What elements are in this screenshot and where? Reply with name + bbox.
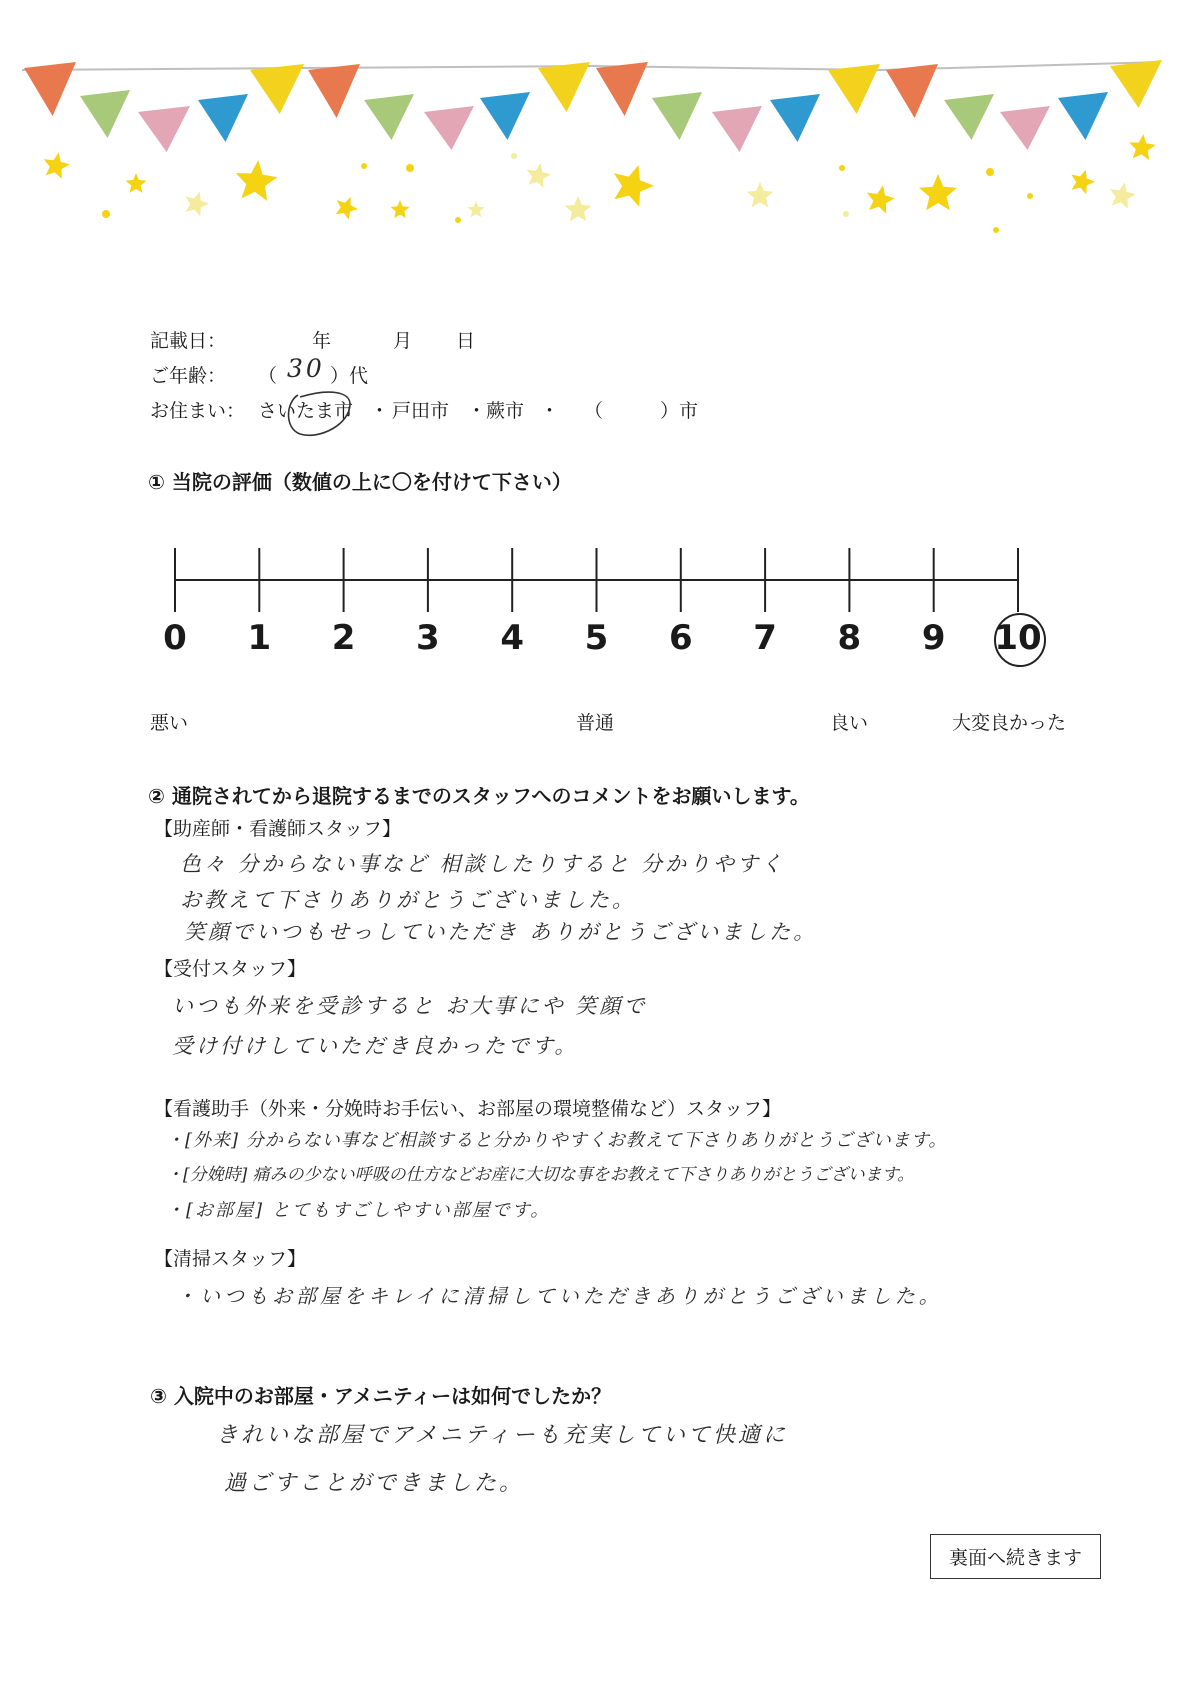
aide-comment-line: ・[外来] 分からない事など相談すると分かりやすくお教えて下さりありがとうございます。 — [166, 1130, 948, 1151]
label-good: 良い — [830, 712, 869, 734]
address-separator: ・ — [540, 400, 560, 422]
cleaning-staff-label: 【清掃スタッフ】 — [154, 1248, 307, 1270]
address-separator: ・ — [467, 400, 487, 422]
label-normal: 普通 — [576, 712, 615, 734]
scale-number-3: 3 — [416, 618, 440, 658]
q3-heading: ③ 入院中のお部屋・アメニティーは如何でしたか？ — [150, 1384, 612, 1408]
address-option-saitama: さいたま市 — [258, 400, 354, 422]
reception-comment-line: 受け付けしていただき良かったです。 — [172, 1034, 579, 1058]
age-label: ご年齢： — [150, 365, 227, 387]
month-label: 月 — [393, 330, 413, 352]
cleaning-comment-line: ・いつもお部屋をキレイに清掃していただきありがとうございました。 — [176, 1284, 943, 1308]
scale-number-5: 5 — [584, 618, 609, 658]
age-value-handwritten: 30 — [287, 354, 325, 383]
scale-number-0: 0 — [163, 618, 187, 658]
scale-number-8: 8 — [837, 618, 862, 658]
scale-number-9: 9 — [921, 618, 946, 658]
reception-comment-line: いつも外来を受診すると お大事にや 笑顔で — [172, 994, 648, 1018]
age-open-paren: （ — [258, 365, 278, 387]
continue-on-back-box: 裏面へ続きます — [930, 1534, 1101, 1579]
q3-comment-line: きれいな部屋でアメニティーも充実していて快適に — [216, 1423, 788, 1448]
year-label: 年 — [312, 330, 332, 352]
address-option-toda: 戸田市 — [392, 400, 450, 422]
q1-heading: ① 当院の評価（数値の上に〇を付けて下さい） — [148, 470, 572, 494]
midwife-nurse-staff-label: 【助産師・看護師スタッフ】 — [154, 818, 402, 840]
q3-comment-line: 過ごすことができました。 — [224, 1471, 525, 1496]
scale-number-2: 2 — [331, 618, 356, 658]
aide-comment-line: ・[お部屋] とてもすごしやすい部屋です。 — [166, 1200, 551, 1221]
midwife-comment-line: 笑顔でいつもせっしていただき ありがとうございました。 — [184, 920, 818, 944]
reception-staff-label: 【受付スタッフ】 — [154, 958, 307, 980]
midwife-comment-line: 色々 分からない事など 相談したりすると 分かりやすく — [180, 852, 786, 876]
address-label: お住まい： — [150, 400, 246, 422]
address-option-warabi: 蕨市 — [486, 400, 525, 422]
aide-comment-line: ・[分娩時] 痛みの少ない呼吸の仕方などお産に大切な事をお教えて下さりありがとうございます。 — [166, 1165, 915, 1185]
age-close-paren: ）代 — [330, 365, 369, 387]
scale-number-1: 1 — [247, 618, 272, 658]
address-other-city: ）市 — [660, 400, 699, 422]
midwife-comment-line: お教えて下さりありがとうございました。 — [180, 888, 636, 912]
label-bad: 悪い — [150, 712, 189, 734]
address-separator: ・ — [370, 400, 390, 422]
day-label: 日 — [456, 330, 476, 352]
scale-number-6: 6 — [668, 618, 693, 658]
label-very-good: 大変良かった — [952, 712, 1067, 734]
scale-number-7: 7 — [753, 618, 777, 658]
scale-number-10: 10 — [994, 618, 1042, 658]
nursing-aide-staff-label: 【看護助手（外来・分娩時お手伝い、お部屋の環境整備など）スタッフ】 — [154, 1098, 782, 1120]
scale-number-4: 4 — [500, 618, 525, 658]
address-other-open-paren: （ — [584, 400, 604, 422]
date-label: 記載日： — [150, 330, 227, 352]
q2-heading: ② 通院されてから退院するまでのスタッフへのコメントをお願いします。 — [148, 784, 810, 808]
